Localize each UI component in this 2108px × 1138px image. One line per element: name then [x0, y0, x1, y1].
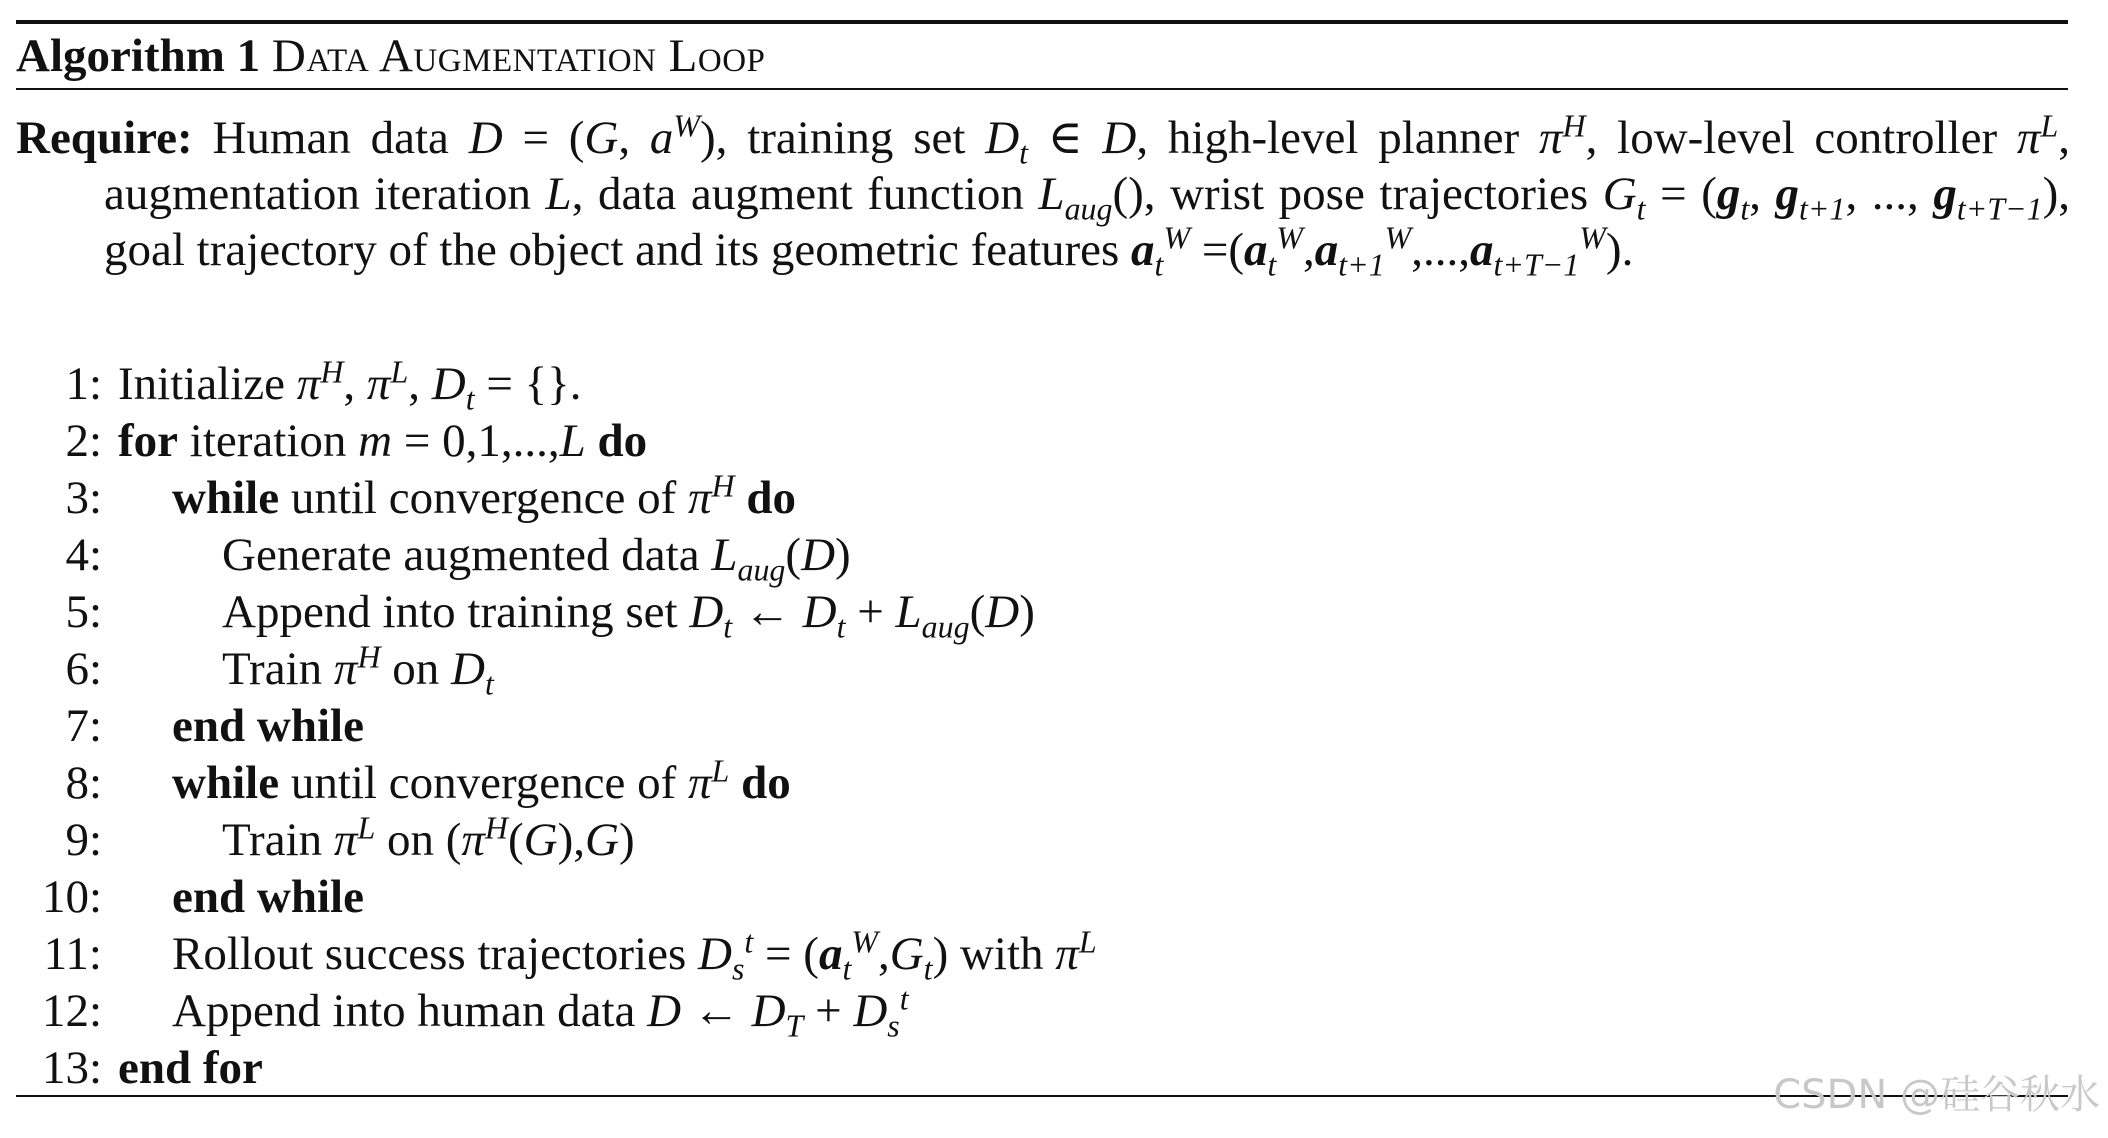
- step-text: for iteration m = 0,1,...,L do: [118, 415, 648, 467]
- step-text: end while: [172, 700, 364, 752]
- step-line: [16, 527, 851, 588]
- step-line: [16, 698, 364, 754]
- step-text: Initialize $\pi^H$, $\pi^L$, $D_t$ = {}.: [118, 354, 582, 417]
- title-rule: [16, 88, 2068, 90]
- line-number: 5:: [65, 586, 102, 638]
- bottom-rule: [16, 1095, 2068, 1097]
- algorithm-label: Algorithm 1: [16, 30, 261, 82]
- step-text: end for: [118, 1042, 263, 1094]
- line-number: 2:: [65, 415, 102, 467]
- step-line: [16, 354, 582, 417]
- step-line: [16, 810, 635, 868]
- line-number: 6:: [65, 643, 102, 695]
- step-line: [16, 584, 1035, 645]
- require-text: Human data D = (G, $a^W$), training set $D_t$ ∈ D, high-level planner $\pi^H$, low-level controller $\pi^L$, augmentation iteration L, data augment function $L_{aug}()$, wrist pose trajectories $G_t = (g_t$, $g_{t+1}$, ..., $g_{t+T-1}$), goal trajectory of the object and its geometric features $a_t^W =(a_t^W,a_{t+1}^W,...,a_{t+T-1}^W)$.: [104, 108, 2070, 283]
- line-number: 4:: [65, 529, 102, 581]
- line-number: 3:: [65, 472, 102, 524]
- algorithm-name: Data Augmentation Loop: [271, 30, 766, 82]
- line-number: 13:: [41, 1042, 102, 1094]
- line-number: 1:: [65, 358, 102, 410]
- step-line: [16, 869, 364, 925]
- step-line: [16, 924, 1097, 987]
- step-text: Generate augmented data $L_{aug}(D)$: [222, 529, 851, 588]
- step-line: [16, 639, 494, 702]
- line-number: 9:: [65, 814, 102, 866]
- step-text: while until convergence of $\pi^H$ do: [172, 468, 797, 524]
- step-text: end while: [172, 871, 364, 923]
- watermark: CSDN @硅谷秋水: [1773, 1072, 2100, 1118]
- step-line: [16, 413, 648, 469]
- step-text: Append into human data D ← $D_T + D_s^t$: [172, 981, 909, 1044]
- require-line: [16, 108, 2070, 283]
- line-number: 8:: [65, 757, 102, 809]
- step-text: while until convergence of $\pi^L$ do: [172, 753, 791, 809]
- step-line: [16, 981, 909, 1044]
- step-line: [16, 468, 797, 526]
- algorithm-title: [16, 24, 765, 88]
- line-number: 12:: [41, 985, 102, 1037]
- step-text: Train $\pi^H$ on $D_t$: [222, 639, 494, 702]
- require-block: [16, 108, 2070, 283]
- line-number: 7:: [65, 700, 102, 752]
- line-number: 10:: [41, 871, 102, 923]
- step-text: Rollout success trajectories $D_s^t = (a_t^W,G_t)$ with $\pi^L$: [172, 924, 1097, 987]
- step-line: [16, 1040, 263, 1096]
- require-keyword: Require:: [16, 112, 193, 164]
- step-line: [16, 753, 791, 811]
- line-number: 11:: [43, 928, 102, 980]
- step-text: Train $\pi^L$ on $(\pi^H(G),G)$: [222, 810, 635, 866]
- step-text: Append into training set $D_t$ ← $D_t + L_{aug}(D)$: [222, 586, 1035, 645]
